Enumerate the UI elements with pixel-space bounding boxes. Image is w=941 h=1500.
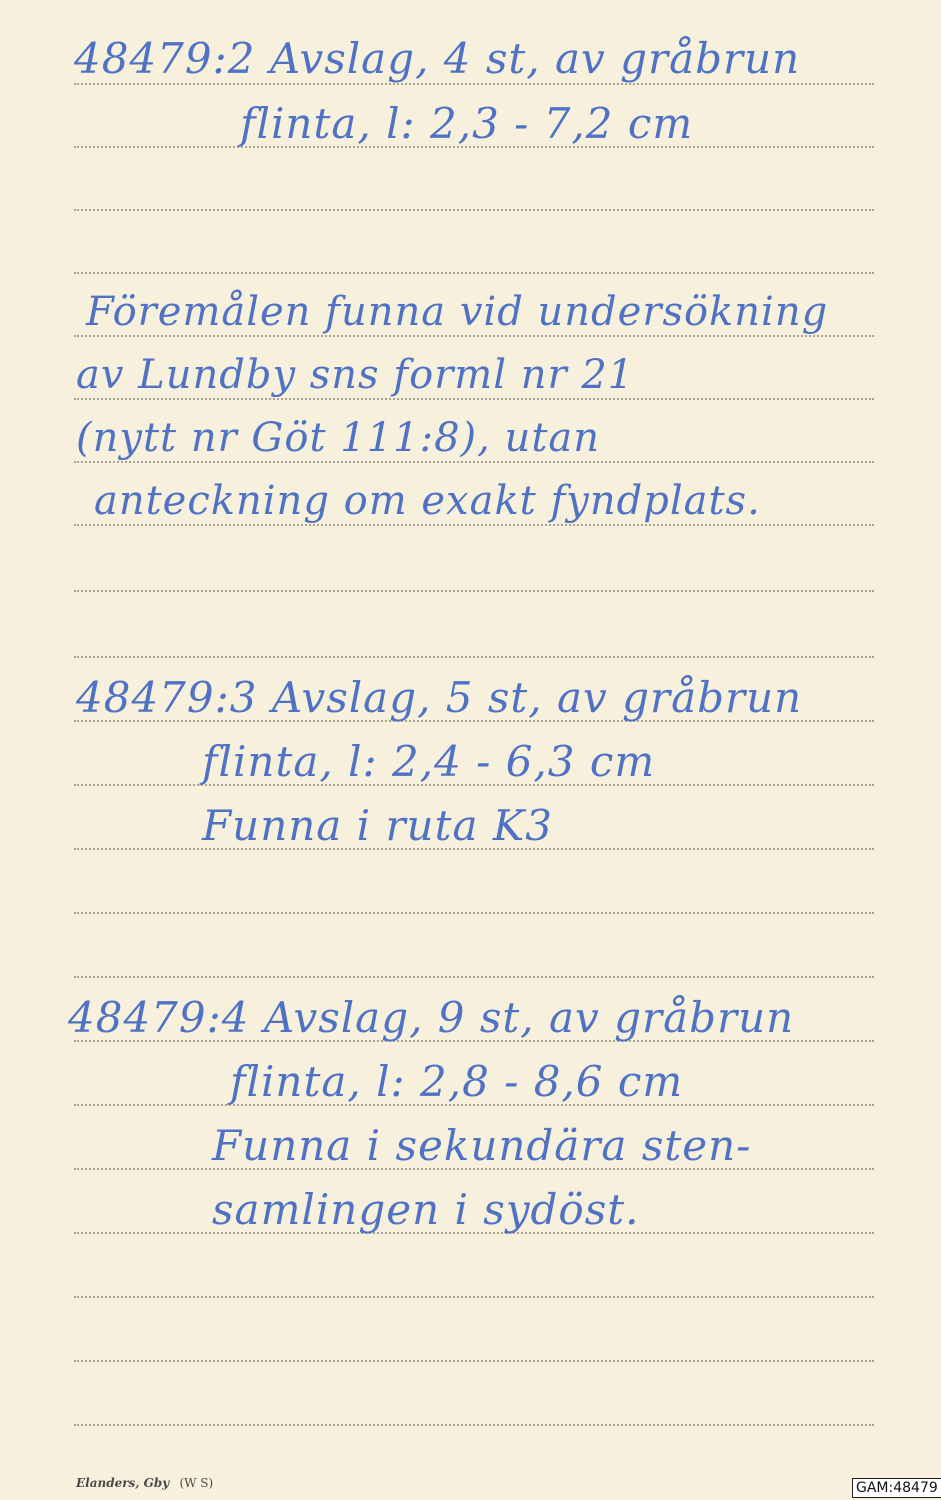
ruled-line bbox=[74, 1424, 874, 1426]
ruled-line bbox=[74, 461, 874, 463]
printer-imprint bbox=[76, 1476, 213, 1490]
entry-48479-3-line-1: 48479:3 Avslag, 5 st, av gråbrun bbox=[76, 673, 803, 722]
note-line-4: anteckning om exakt fyndplats. bbox=[94, 478, 761, 524]
entry-48479-2-line-1: 48479:2 Avslag, 4 st, av gråbrun bbox=[74, 34, 801, 83]
entry-48479-3-line-3: Funna i ruta K3 bbox=[202, 801, 553, 850]
entry-48479-4-line-3: Funna i sekundära sten- bbox=[212, 1121, 752, 1170]
ruled-line bbox=[74, 656, 874, 658]
ruled-line bbox=[74, 398, 874, 400]
entry-48479-4-line-2: flinta, l: 2,8 - 8,6 cm bbox=[230, 1057, 684, 1106]
ruled-line bbox=[74, 272, 874, 274]
entry-48479-3-line-2: flinta, l: 2,4 - 6,3 cm bbox=[202, 737, 656, 786]
ruled-line bbox=[74, 590, 874, 592]
ruled-line bbox=[74, 1360, 874, 1362]
entry-48479-4-line-1: 48479:4 Avslag, 9 st, av gråbrun bbox=[68, 993, 795, 1042]
ruled-line bbox=[74, 83, 874, 85]
ruled-line bbox=[74, 209, 874, 211]
ruled-line bbox=[74, 912, 874, 914]
ruled-line bbox=[74, 1296, 874, 1298]
ruled-line bbox=[74, 976, 874, 978]
printer-code: (W S) bbox=[179, 1476, 214, 1490]
note-line-1: Föremålen funna vid undersökning bbox=[86, 289, 829, 335]
ruled-line bbox=[74, 335, 874, 337]
entry-48479-2-line-2: flinta, l: 2,3 - 7,2 cm bbox=[240, 99, 694, 148]
printer-name: Elanders, Gby bbox=[76, 1476, 170, 1490]
note-line-3: (nytt nr Göt 111:8), utan bbox=[76, 415, 601, 461]
entry-48479-4-line-4: samlingen i sydöst. bbox=[212, 1185, 640, 1234]
note-line-2: av Lundby sns forml nr 21 bbox=[76, 352, 635, 398]
catalog-number-label: GAM:48479 bbox=[852, 1478, 941, 1498]
ruled-line bbox=[74, 524, 874, 526]
